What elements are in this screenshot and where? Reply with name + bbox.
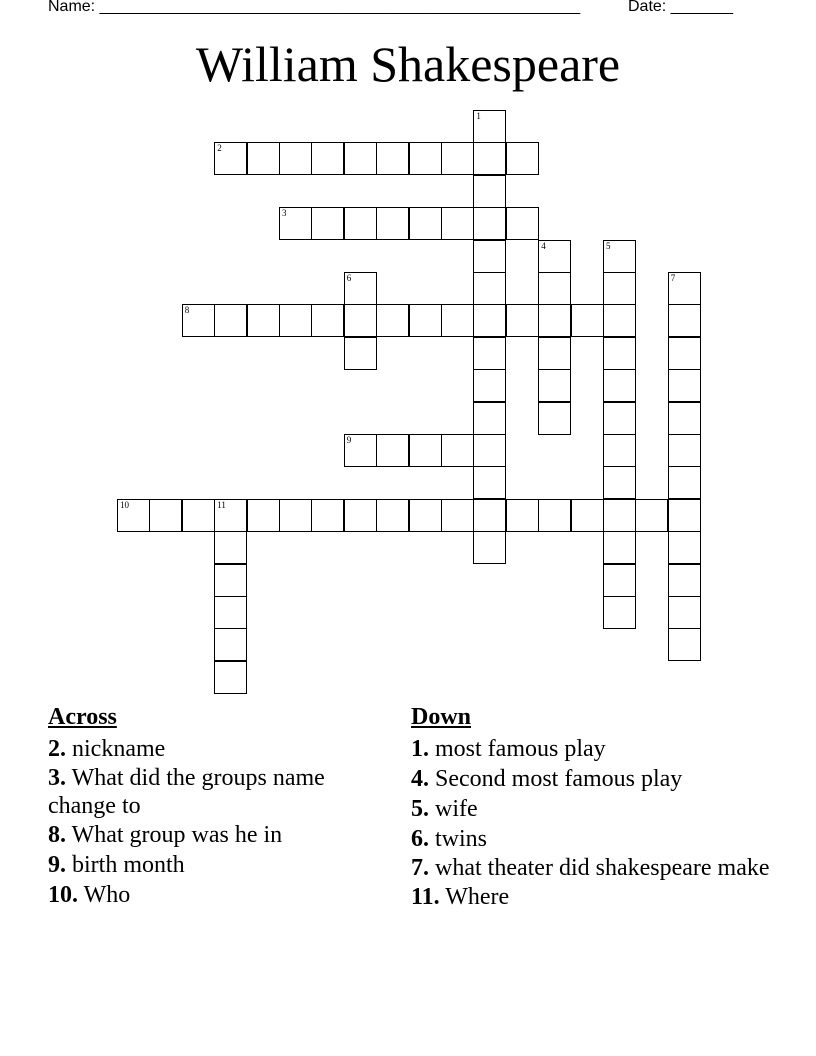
crossword-cell[interactable] <box>668 369 701 402</box>
clue-text: What did the groups name change to <box>48 765 325 819</box>
cell-number: 11 <box>217 499 226 510</box>
crossword-cell[interactable] <box>603 564 636 597</box>
crossword-cell[interactable] <box>149 499 182 532</box>
page-title: William Shakespeare <box>195 36 621 92</box>
crossword-cell[interactable] <box>311 142 344 175</box>
crossword-cell[interactable] <box>603 337 636 370</box>
crossword-cell[interactable] <box>311 499 344 532</box>
crossword-cell[interactable] <box>214 531 247 564</box>
crossword-cell[interactable] <box>311 207 344 240</box>
date-field-label: Date: _______ <box>628 0 733 15</box>
clue-across-2 <box>48 734 378 764</box>
crossword-cell[interactable] <box>538 304 571 337</box>
clue-text: nickname <box>66 736 166 762</box>
crossword-cell[interactable] <box>441 304 474 337</box>
crossword-cell[interactable] <box>571 499 604 532</box>
crossword-cell[interactable] <box>473 369 506 402</box>
crossword-cell[interactable] <box>214 628 247 661</box>
clue-number: 11. <box>411 884 440 910</box>
clue-text: birth month <box>66 852 185 878</box>
crossword-cell[interactable] <box>214 596 247 629</box>
cell-number: 3 <box>282 208 287 219</box>
cell-number: 4 <box>541 240 546 251</box>
clue-text: wife <box>429 796 478 822</box>
clue-number: 7. <box>411 855 429 881</box>
clue-number: 2. <box>48 736 66 762</box>
crossword-cell[interactable] <box>473 531 506 564</box>
crossword-cell[interactable] <box>473 434 506 467</box>
clue-down-5 <box>411 794 771 824</box>
crossword-cell[interactable] <box>635 499 668 532</box>
crossword-cell[interactable] <box>214 661 247 694</box>
crossword-cell[interactable] <box>473 402 506 435</box>
crossword-cell[interactable] <box>376 142 409 175</box>
crossword-cell[interactable] <box>473 272 506 305</box>
crossword-cell[interactable] <box>538 369 571 402</box>
cell-number: 1 <box>476 111 481 121</box>
cell-number: 7 <box>670 273 676 283</box>
crossword-cell[interactable] <box>538 337 571 370</box>
crossword-cell[interactable] <box>409 499 442 532</box>
crossword-cell[interactable] <box>344 207 377 240</box>
crossword-cell[interactable] <box>603 596 636 629</box>
crossword-cell[interactable] <box>538 499 571 532</box>
crossword-cell[interactable] <box>247 304 280 337</box>
crossword-cell[interactable] <box>376 499 409 532</box>
crossword-cell[interactable] <box>344 337 377 370</box>
across-heading: Across <box>48 704 117 730</box>
crossword-cell[interactable] <box>279 304 312 337</box>
crossword-cell[interactable] <box>441 142 474 175</box>
crossword-cell[interactable] <box>376 434 409 467</box>
crossword-cell[interactable] <box>473 175 506 208</box>
crossword-cell[interactable] <box>668 434 701 467</box>
crossword-cell[interactable] <box>603 272 636 305</box>
cell-number: 5 <box>606 240 611 251</box>
clue-down-6 <box>411 824 771 854</box>
clue-down-11 <box>411 882 771 912</box>
clue-number: 5. <box>411 796 429 822</box>
crossword-cell[interactable] <box>668 596 701 629</box>
clue-number: 1. <box>411 736 429 762</box>
cell-number: 2 <box>217 143 222 154</box>
clue-down-7 <box>411 854 771 882</box>
crossword-cell[interactable] <box>603 240 636 273</box>
across-clues <box>48 702 378 910</box>
crossword-cell[interactable] <box>603 369 636 402</box>
clue-down-1 <box>411 734 771 764</box>
clue-number: 6. <box>411 826 429 852</box>
crossword-cell[interactable] <box>668 531 701 564</box>
crossword-cell[interactable] <box>473 499 506 532</box>
crossword-cell[interactable] <box>603 499 636 532</box>
crossword-cell[interactable] <box>376 207 409 240</box>
crossword-cell[interactable] <box>668 337 701 370</box>
name-field-label: Name: ______________________________________________________ <box>48 0 581 15</box>
crossword-cell[interactable] <box>409 142 442 175</box>
crossword-cell[interactable] <box>603 304 636 337</box>
crossword-cell[interactable] <box>182 499 215 532</box>
down-heading: Down <box>411 704 472 730</box>
crossword-cell[interactable] <box>409 304 442 337</box>
crossword-cell[interactable] <box>214 142 247 175</box>
clue-number: 3. <box>48 765 66 791</box>
crossword-cell[interactable] <box>409 434 442 467</box>
crossword-cell[interactable] <box>668 564 701 597</box>
clue-down-4 <box>411 764 771 794</box>
crossword-cell[interactable] <box>506 207 539 240</box>
crossword-cell[interactable] <box>668 272 701 305</box>
clue-across-9 <box>48 850 378 880</box>
crossword-cell[interactable] <box>344 142 377 175</box>
clue-text: most famous play <box>429 736 606 762</box>
crossword-cell[interactable] <box>279 499 312 532</box>
crossword-cell[interactable] <box>441 434 474 467</box>
down-clues <box>411 702 771 912</box>
crossword-cell[interactable] <box>668 628 701 661</box>
cell-number: 9 <box>346 435 352 445</box>
crossword-cell[interactable] <box>214 304 247 337</box>
clue-text: What group was he in <box>66 822 283 848</box>
crossword-cell[interactable] <box>344 434 377 467</box>
crossword-cell[interactable] <box>311 304 344 337</box>
crossword-cell[interactable] <box>506 142 539 175</box>
crossword-cell[interactable] <box>182 304 215 337</box>
crossword-cell[interactable] <box>441 499 474 532</box>
crossword-cell[interactable] <box>473 240 506 273</box>
cell-number: 10 <box>120 499 129 510</box>
clue-text: Who <box>78 882 131 908</box>
crossword-cell[interactable] <box>344 499 377 532</box>
crossword-cell[interactable] <box>473 142 506 175</box>
clue-across-10 <box>48 880 378 910</box>
crossword-cell[interactable] <box>506 499 539 532</box>
crossword-cell[interactable] <box>538 240 571 273</box>
clue-across-8 <box>48 820 378 850</box>
crossword-cell[interactable] <box>117 499 150 532</box>
crossword-cell[interactable] <box>409 207 442 240</box>
crossword-cell[interactable] <box>473 304 506 337</box>
crossword-cell[interactable] <box>344 272 377 305</box>
crossword-cell[interactable] <box>279 207 312 240</box>
crossword-cell[interactable] <box>376 304 409 337</box>
crossword-cell[interactable] <box>603 466 636 499</box>
clue-text: what theater did shakespeare make <box>429 855 770 881</box>
crossword-cell[interactable] <box>214 499 247 532</box>
clue-number: 10. <box>48 882 78 908</box>
clue-across-3 <box>48 764 378 820</box>
cell-number: 6 <box>346 273 352 283</box>
crossword-cell[interactable] <box>668 304 701 337</box>
clue-text: Where <box>439 884 510 910</box>
crossword-cell[interactable] <box>603 402 636 435</box>
clue-text: Second most famous play <box>429 766 683 792</box>
crossword-cell[interactable] <box>247 142 280 175</box>
clue-number: 4. <box>411 766 429 792</box>
crossword-cell[interactable] <box>668 466 701 499</box>
crossword-cell[interactable] <box>668 499 701 532</box>
crossword-cell[interactable] <box>279 142 312 175</box>
crossword-cell[interactable] <box>538 402 571 435</box>
clue-number: 9. <box>48 852 66 878</box>
clue-text: twins <box>429 826 488 852</box>
crossword-cell[interactable] <box>473 466 506 499</box>
crossword-cell[interactable] <box>473 110 506 143</box>
crossword-cell[interactable] <box>473 207 506 240</box>
clue-number: 8. <box>48 822 66 848</box>
crossword-cell[interactable] <box>603 531 636 564</box>
crossword-cell[interactable] <box>506 304 539 337</box>
crossword-cell[interactable] <box>571 304 604 337</box>
crossword-cell[interactable] <box>473 337 506 370</box>
crossword-cell[interactable] <box>344 304 377 337</box>
cell-number: 8 <box>184 305 190 316</box>
crossword-cell[interactable] <box>441 207 474 240</box>
crossword-cell[interactable] <box>214 564 247 597</box>
crossword-cell[interactable] <box>538 272 571 305</box>
crossword-cell[interactable] <box>603 434 636 467</box>
crossword-cell[interactable] <box>668 402 701 435</box>
crossword-cell[interactable] <box>247 499 280 532</box>
